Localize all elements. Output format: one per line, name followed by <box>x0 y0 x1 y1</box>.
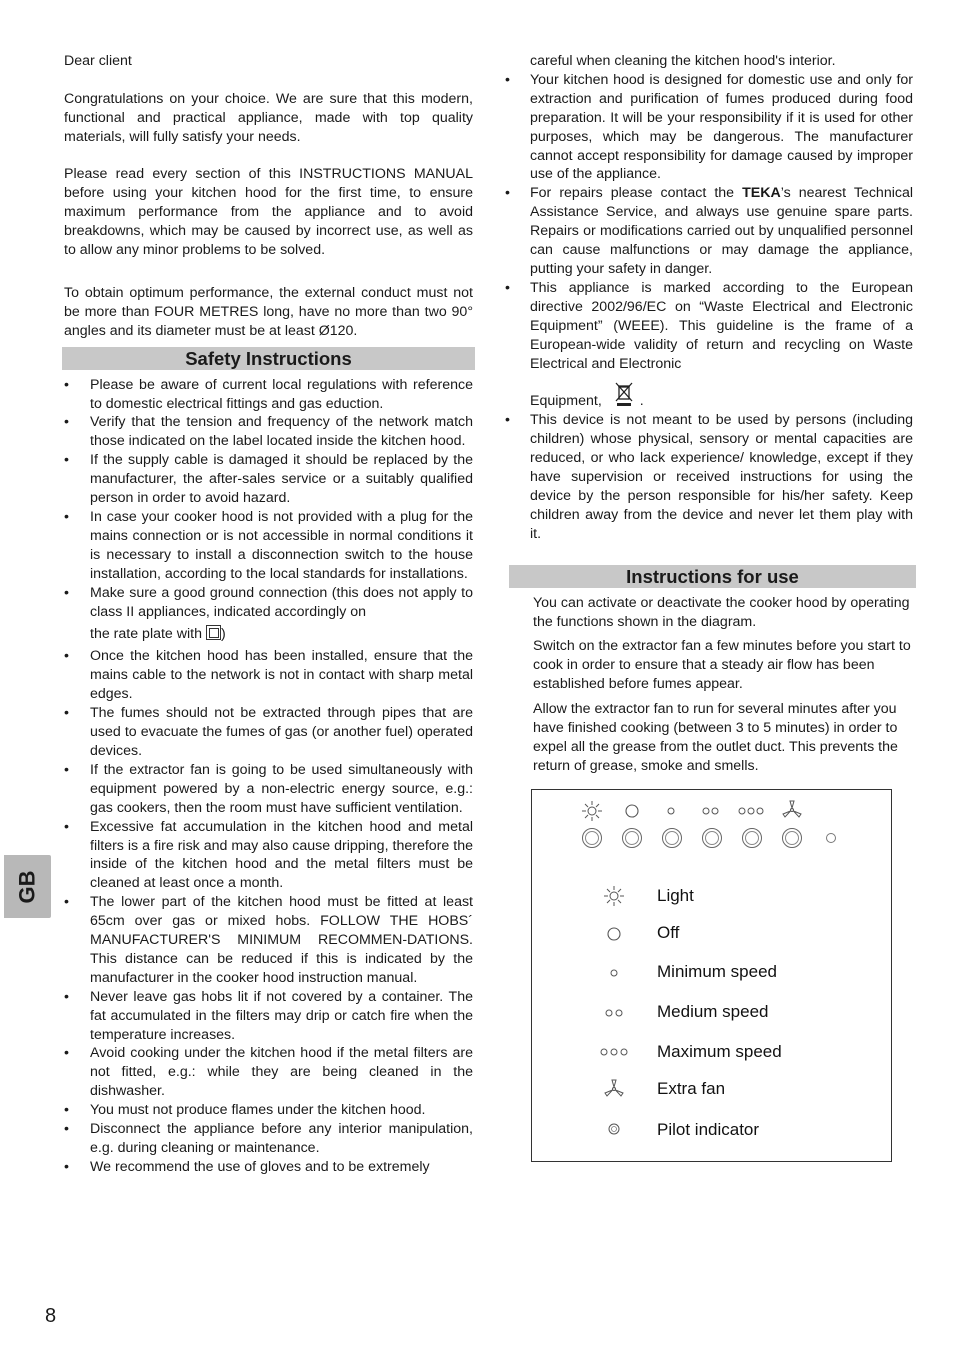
medium-speed-icon <box>594 998 634 1026</box>
safety-continuation: careful when cleaning the kitchen hood's interior. <box>530 53 836 69</box>
safety-list <box>64 376 473 1177</box>
maximum-speed-icon <box>738 806 766 816</box>
extra-fan-icon <box>781 800 803 820</box>
bullet: • <box>505 71 510 88</box>
legend-item <box>532 1075 891 1103</box>
bullet: • <box>64 509 69 525</box>
legend-item <box>532 882 891 910</box>
safety-list-continued <box>505 71 913 544</box>
pilot-indicator-icon <box>826 833 836 843</box>
read-manual-paragraph: Please read every section of this INSTRUCTIONS MANUAL before using your kitchen hood for the first time, to ensure maximum performance from the appliance and to avoid breakdowns, which may be caused by incorrect use, as well as to allow any minor problems to be solved. <box>64 166 473 259</box>
light-icon <box>581 800 603 822</box>
off-icon <box>624 803 640 819</box>
instructions-for-use-heading: Instructions for use <box>509 565 916 588</box>
light-icon <box>594 882 634 910</box>
extra-fan-icon <box>594 1075 634 1103</box>
legend-label: Light <box>657 886 694 905</box>
legend-label: Maximum speed <box>657 1042 782 1061</box>
bullet: • <box>64 1102 69 1119</box>
list-item: • If the extractor fan is going to be used simultaneously with equipment powered by a non-electric energy source, e.g.: gas cookers, then the room must have sufficient ventilation. <box>64 761 473 816</box>
maximum-speed-button[interactable] <box>742 828 762 848</box>
list-item: • For repairs please contact the TEKA’s nearest Technical Assistance Service, and always use genuine spare parts. Repairs or modifications carried out by unqualified personnel can cause malfunctions or may damage the appliance, putting your safety in danger. <box>505 185 914 277</box>
page-number: 8 <box>45 1305 57 1327</box>
list-item: • Your kitchen hood is designed for domestic use and only for extraction and purification of fumes produced during food preparation. It will be your responsibility if it is used for other purposes, which may be dangerous. The manufacturer cannot accept responsibility for damage caused by improper use of the appliance. <box>505 71 913 183</box>
brand-name: TEKA <box>742 185 781 202</box>
use-paragraph: Allow the extractor fan to run for several minutes after you have finished cooking (between 3 to 5 minutes) in order to expel all the grease from the outlet duct. This prevents the return of grease, smoke and smells. <box>533 701 898 774</box>
language-tab <box>4 855 51 918</box>
crossed-out-bin-icon <box>614 381 634 407</box>
use-paragraph: Switch on the extractor fan a few minutes before you start to cook in order to ensure that a steady air flow has been established before fumes appear. <box>533 638 911 693</box>
bullet: • <box>64 414 69 431</box>
maximum-speed-icon <box>594 1038 634 1066</box>
left-column <box>64 52 473 1177</box>
pilot-indicator-icon <box>594 1116 634 1144</box>
list-item: • Excessive fat accumulation in the kitchen hood and metal filters is a fire risk and may also cause dripping, therefore the inside of the kitchen hood and the metal filters must be cleaned at least once a month. <box>64 818 473 892</box>
list-item: • This appliance is marked according to the European directive 2002/96/EC on “Waste Electrical and Electronic Equipment” (WEEE). This guideline is the frame of a European-wide validity of return and recycling on Waste Electrical and Electronic Equipment, . <box>505 279 913 410</box>
minimum-speed-button[interactable] <box>662 828 682 848</box>
conduct-paragraph: To obtain optimum performance, the external conduct must not be more than FOUR METRES long, have no more than two 90° angles and its diameter must be at least Ø120. <box>64 284 473 339</box>
bullet: • <box>64 584 69 601</box>
bullet: • <box>64 818 69 835</box>
legend-label: Extra fan <box>657 1079 726 1098</box>
legend-item <box>532 1116 891 1144</box>
bullet: • <box>64 452 69 469</box>
bullet: • <box>505 185 510 202</box>
light-button[interactable] <box>582 828 602 848</box>
list-item: • In case your cooker hood is not provided with a plug for the mains connection or is not accessible in normal conditions it is necessary to install a disconnection switch to the house installation, according to the local standards for installations. <box>64 509 473 582</box>
list-item: • Avoid cooking under the kitchen hood if the metal filters are not fitted, e.g.: while they are being cleaned in the dishwasher. <box>64 1045 473 1100</box>
bullet: • <box>64 376 69 393</box>
list-item: • Make sure a good ground connection (this does not apply to class II appliances, indicated accordingly on the rate plate with ) <box>64 584 473 643</box>
language-tab-label: GB <box>14 870 40 903</box>
greeting: Dear client <box>64 53 132 69</box>
legend-label: Pilot indicator <box>657 1120 760 1139</box>
bullet: • <box>64 705 69 722</box>
list-item: • Never leave gas hobs lit if not covered by a container. The fat accumulated in the filters may drip or catch fire when the temperature increases. <box>64 988 473 1043</box>
legend-item <box>532 958 891 986</box>
list-item: • Once the kitchen hood has been installed, ensure that the mains cable to the network is not in contact with sharp metal edges. <box>64 648 473 703</box>
list-item: • Please be aware of current local regulations with reference to domestic electrical fittings and gas eduction. <box>64 376 473 412</box>
minimum-speed-icon <box>666 806 676 816</box>
class-ii-icon <box>206 625 221 640</box>
legend-item <box>532 1038 891 1066</box>
list-item: • You must not produce flames under the kitchen hood. <box>64 1102 426 1119</box>
off-icon <box>594 919 634 947</box>
list-item: • We recommend the use of gloves and to be extremely <box>64 1158 430 1175</box>
list-item: • The fumes should not be extracted through pipes that are used to evacuate the fumes of gas (or another fuel) operated devices. <box>64 705 473 759</box>
bullet: • <box>505 412 510 429</box>
bullet: • <box>64 988 69 1005</box>
legend-label: Minimum speed <box>657 962 777 981</box>
legend-item <box>532 919 891 947</box>
list-item: • If the supply cable is damaged it should be replaced by the manufacturer, the after-sales service or a suitably qualified person in order to avoid hazard. <box>64 452 473 507</box>
bullet: • <box>64 1045 69 1062</box>
bullet: • <box>64 648 69 665</box>
bullet: • <box>505 279 510 296</box>
control-panel-diagram <box>531 789 892 1162</box>
medium-speed-button[interactable] <box>702 828 722 848</box>
right-column <box>505 52 913 782</box>
legend-label: Medium speed <box>657 1002 769 1021</box>
list-item: • The lower part of the kitchen hood must be fitted at least 65cm over gas or mixed hobs. FOLLOW THE HOBS´ MANUFACTURER'S MINIMUM RECOMMEN-DATIONS. This distance can be reduced if this is indicated by the manufacturer in the cooker hood instruction manual. <box>64 894 473 986</box>
intro-paragraph: Congratulations on your choice. We are sure that this modern, functional and practical appliance, made with top quality materials, will fully satisfy your needs. <box>64 90 473 145</box>
list-item: • This device is not meant to be used by persons (including children) whose physical, sensory or mental capacities are reduced, or who lack experience/ knowledge, except if they have supervision or received instructions for using the device by the person responsible for his/her safety. Keep children away from the device and never let them play with it. <box>505 412 913 542</box>
medium-speed-icon <box>702 806 720 816</box>
safety-instructions-heading: Safety Instructions <box>62 347 475 370</box>
list-item: • Disconnect the appliance before any interior manipulation, e.g. during cleaning or maintenance. <box>64 1121 473 1156</box>
minimum-speed-icon <box>594 958 634 986</box>
off-button[interactable] <box>622 828 642 848</box>
legend-item <box>532 998 891 1026</box>
use-paragraph: You can activate or deactivate the cooker hood by operating the functions shown in the diagram. <box>533 594 910 630</box>
bullet: • <box>64 1121 69 1138</box>
extra-fan-button[interactable] <box>782 828 802 848</box>
bullet: • <box>64 1158 69 1175</box>
legend-label: Off <box>657 923 680 942</box>
list-item: • Verify that the tension and frequency of the network match those indicated on the label located inside the kitchen hood. <box>64 414 473 450</box>
bullet: • <box>64 894 69 911</box>
bullet: • <box>64 761 69 778</box>
